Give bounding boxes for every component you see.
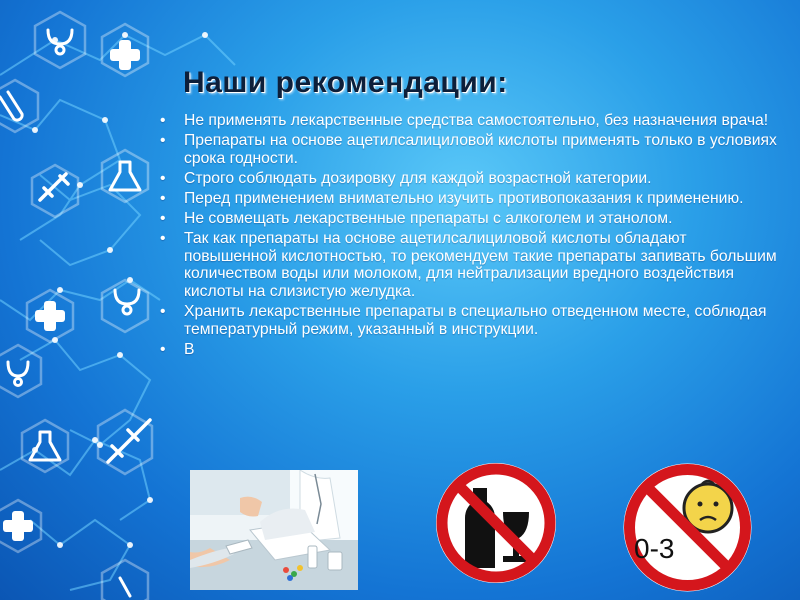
list-item: • Строго соблюдать дозировку для каждой возрастной категории. [158, 170, 778, 188]
list-item: • Так как препараты на основе ацетилсалициловой кислоты обладают повышенной кислотностью, то рекомендуем такие препараты запивать большим количеством воды или молоком, для нейтрализации вредного воздействия кислоты на слизистую желудка. [158, 230, 778, 300]
list-item: • Не совмещать лекарственные препараты с алкоголем и этанолом. [158, 210, 778, 228]
no-children-sign [620, 460, 755, 595]
list-item: • Препараты на основе ацетилсалициловой кислоты применять только в условиях срока годности. [158, 132, 778, 167]
list-item: • Перед применением внимательно изучить противопоказания к применению. [158, 190, 778, 208]
age-range-label: 0-3 [634, 533, 675, 564]
list-item: • В [158, 341, 778, 359]
no-alcohol-sign [433, 460, 559, 586]
list-item: • Не применять лекарственные средства самостоятельно, без назначения врача! [158, 112, 778, 130]
recommendations-list [158, 112, 778, 361]
list-item: • Хранить лекарственные препараты в специально отведенном месте, соблюдая температурный режим, указанный в инструкции. [158, 303, 778, 338]
doctor-consultation-photo [190, 470, 358, 590]
slide-title: Наши рекомендации: [183, 66, 508, 99]
